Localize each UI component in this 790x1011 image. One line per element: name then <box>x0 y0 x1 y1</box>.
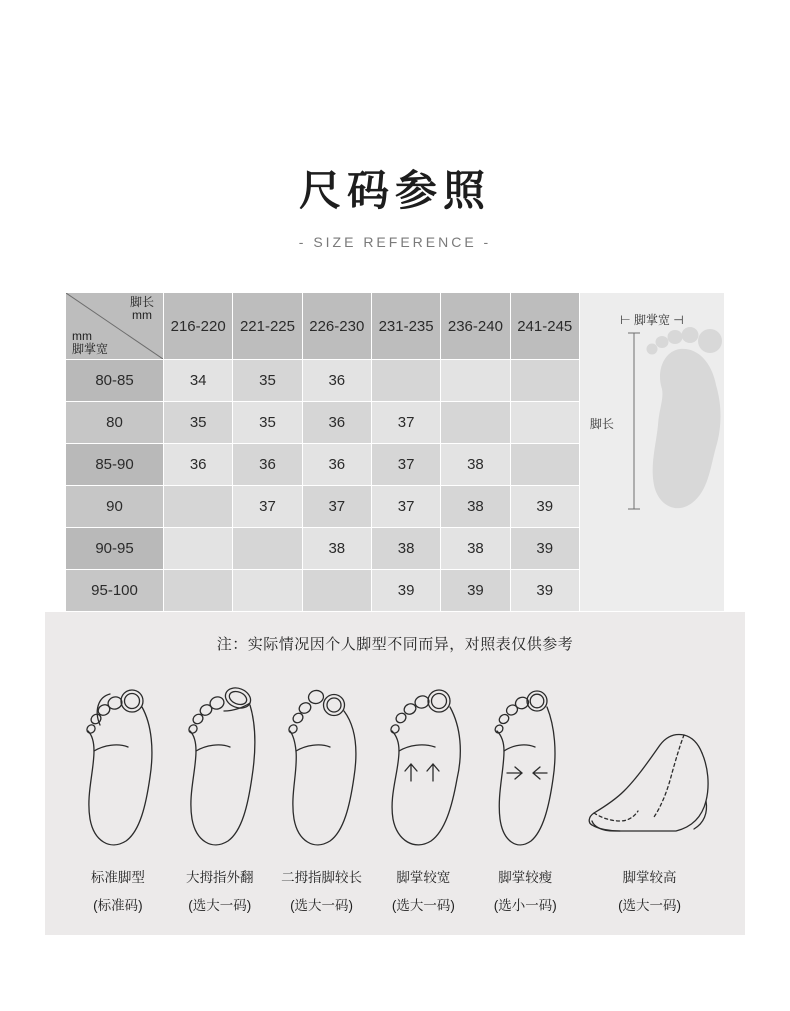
table-cell: 38 <box>441 444 510 486</box>
table-cell: 36 <box>302 360 371 402</box>
foot-type-name: 脚掌较高 <box>622 870 677 886</box>
foot-type-name: 标准脚型 <box>90 870 145 886</box>
table-cell: 39 <box>510 570 579 612</box>
foot-high-instep-icon <box>576 675 723 861</box>
table-cell: 39 <box>371 570 440 612</box>
foot-type-item <box>372 675 474 917</box>
table-cell: 38 <box>441 528 510 570</box>
table-row <box>66 444 580 486</box>
foot-type-name: 大拇指外翻 <box>185 870 254 886</box>
foot-type-advice: (选大一码) <box>188 898 252 914</box>
table-cell <box>302 570 371 612</box>
row-header: 80 <box>66 402 164 444</box>
foot-type-name: 二拇指脚较长 <box>281 870 363 886</box>
note-strip <box>45 612 745 675</box>
foot-narrow-icon <box>474 675 576 861</box>
foot-type-item <box>271 675 373 917</box>
foot-standard-icon <box>67 675 169 861</box>
corner-foot-width-label: mm 脚掌宽 <box>72 329 109 357</box>
table-row <box>66 486 580 528</box>
corner-foot-length-label: 脚长 mm <box>129 295 154 323</box>
foot-bunion-icon <box>169 675 271 861</box>
foot-type-advice: (标准码) <box>93 898 143 914</box>
table-cell: 38 <box>441 486 510 528</box>
foot-type-gallery <box>45 675 745 935</box>
column-header: 216-220 <box>164 293 233 360</box>
table-cell: 39 <box>510 528 579 570</box>
table-cell: 37 <box>371 486 440 528</box>
table-cell: 37 <box>371 444 440 486</box>
table-cell: 39 <box>510 486 579 528</box>
foot-type-item <box>169 675 271 917</box>
table-row <box>66 402 580 444</box>
table-cell: 37 <box>233 486 302 528</box>
column-header: 236-240 <box>441 293 510 360</box>
title-block <box>0 0 790 250</box>
foot-measure-diagram <box>580 292 725 612</box>
foot-wide-icon <box>372 675 474 861</box>
row-header: 80-85 <box>66 360 164 402</box>
table-cell: 37 <box>371 402 440 444</box>
table-cell: 35 <box>233 402 302 444</box>
table-cell <box>441 360 510 402</box>
table-cell <box>510 444 579 486</box>
table-cell <box>510 402 579 444</box>
size-table-wrap <box>65 292 725 612</box>
foot-type-advice: (选大一码) <box>618 898 682 914</box>
foot-type-advice: (选小一码) <box>493 898 557 914</box>
table-header-row <box>66 293 580 360</box>
row-header: 85-90 <box>66 444 164 486</box>
page-title: 尺码参照 <box>298 167 491 214</box>
column-header: 221-225 <box>233 293 302 360</box>
table-row <box>66 360 580 402</box>
table-cell: 37 <box>302 486 371 528</box>
foot-long-second-toe-icon <box>271 675 373 861</box>
note-text: 注：实际情况因个人脚型不同而异，对照表仅供参考 <box>216 636 574 654</box>
foot-type-name: 脚掌较宽 <box>396 870 451 886</box>
column-header: 241-245 <box>510 293 579 360</box>
table-cell <box>371 360 440 402</box>
foot-type-advice: (选大一码) <box>290 898 354 914</box>
foot-type-advice: (选大一码) <box>391 898 455 914</box>
foot-type-name: 脚掌较瘦 <box>498 870 553 886</box>
foot-length-label: 脚长 <box>589 417 614 432</box>
table-cell: 36 <box>302 444 371 486</box>
table-cell: 36 <box>302 402 371 444</box>
table-cell: 35 <box>233 360 302 402</box>
column-header: 231-235 <box>371 293 440 360</box>
table-cell: 38 <box>302 528 371 570</box>
foot-type-item <box>67 675 169 917</box>
page-subtitle: - SIZE REFERENCE - <box>298 234 492 251</box>
foot-type-item <box>474 675 576 917</box>
table-cell <box>510 360 579 402</box>
row-header: 95-100 <box>66 570 164 612</box>
table-cell: 34 <box>164 360 233 402</box>
row-header: 90-95 <box>66 528 164 570</box>
table-row <box>66 528 580 570</box>
table-cell <box>164 528 233 570</box>
table-cell <box>441 402 510 444</box>
table-cell: 35 <box>164 402 233 444</box>
foot-outline-icon <box>626 327 738 527</box>
table-cell <box>233 528 302 570</box>
table-cell: 36 <box>164 444 233 486</box>
table-cell: 39 <box>441 570 510 612</box>
table-cell: 36 <box>233 444 302 486</box>
table-row <box>66 570 580 612</box>
size-table <box>65 292 580 612</box>
table-cell <box>233 570 302 612</box>
row-header: 90 <box>66 486 164 528</box>
column-header: 226-230 <box>302 293 371 360</box>
table-cell <box>164 486 233 528</box>
table-cell <box>164 570 233 612</box>
table-cell: 38 <box>371 528 440 570</box>
table-corner-cell <box>66 293 164 360</box>
foot-type-item <box>576 675 723 917</box>
foot-width-label: ⊢ 脚掌宽 ⊣ <box>620 313 684 328</box>
